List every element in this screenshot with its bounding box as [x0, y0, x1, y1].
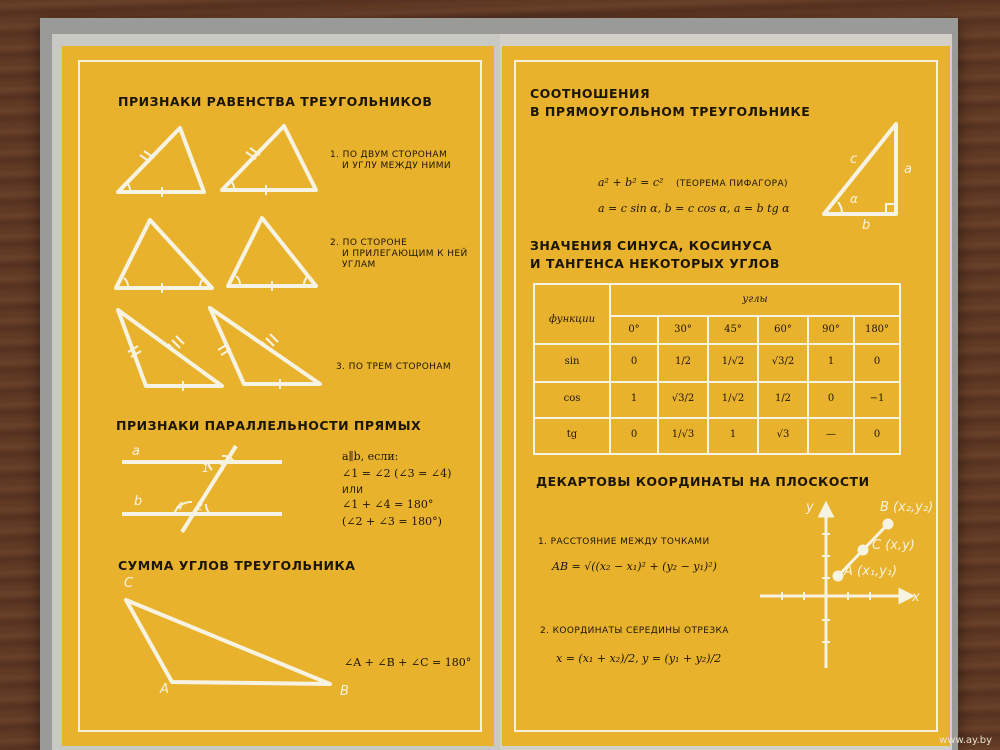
angle-1-label: 1 [202, 462, 209, 475]
table-cell-cos-5: −1 [869, 393, 885, 404]
right-tri-alpha: α [850, 192, 858, 206]
parallel-cond-3: ИЛИ [342, 486, 364, 496]
parallel-cond-2: ∠1 = ∠2 (∠3 = ∠4) [342, 467, 452, 480]
table-cell-tg-1: 1/√3 [671, 429, 695, 440]
pythagoras-note: (ТЕОРЕМА ПИФАГОРА) [676, 179, 788, 189]
asa-triangle-2 [228, 218, 316, 286]
angle-3-label: 3 [218, 462, 225, 475]
table-angle-1: 30° [674, 324, 692, 335]
parallel-cond-4: ∠1 + ∠4 = 180° [342, 498, 434, 511]
title-ratios-1: СООТНОШЕНИЯ [530, 86, 651, 101]
parallel-cond-5: (∠2 + ∠3 = 180°) [342, 515, 442, 528]
angle-sum-formula: ∠A + ∠B + ∠C = 180° [344, 656, 472, 669]
transversal [182, 446, 236, 532]
title-triangle-equality: ПРИЗНАКИ РАВЕНСТВА ТРЕУГОЛЬНИКОВ [118, 94, 433, 109]
midpoint-formula: x = (x₁ + x₂)/2, y = (y₁ + y₂)/2 [556, 652, 722, 665]
table-angle-2: 45° [724, 324, 742, 335]
axis-y-label: y [806, 500, 814, 515]
table-cell-tg-2: 1 [729, 429, 737, 440]
table-cell-sin-3: √3/2 [771, 356, 795, 367]
asa-triangle-1 [116, 220, 212, 288]
line-a-label: a [132, 444, 140, 459]
table-cell-tg-0: 0 [630, 429, 638, 440]
table-header-angles: углы [742, 294, 768, 305]
distance-formula: AB = √((x₂ − x₁)² + (y₂ − y₁)²) [552, 560, 717, 573]
rule-2-line-3: УГЛАМ [342, 260, 376, 270]
point-c-label: C (x,y) [872, 538, 915, 553]
right-triangle [824, 124, 896, 214]
table-header-functions: функции [548, 314, 596, 325]
title-table-1: ЗНАЧЕНИЯ СИНУСА, КОСИНУСА [530, 238, 773, 253]
title-table-2: И ТАНГЕНСА НЕКОТОРЫХ УГЛОВ [530, 256, 780, 271]
table-cell-sin-5: 0 [873, 356, 881, 367]
table-cell-cos-3: 1/2 [774, 393, 792, 404]
table-cell-cos-2: 1/√2 [721, 393, 745, 404]
table-func-tg: tg [566, 429, 578, 440]
table-angle-3: 60° [774, 324, 792, 335]
angle-4-label: 4 [176, 500, 183, 513]
distance-title: 1. РАССТОЯНИЕ МЕЖДУ ТОЧКАМИ [538, 537, 710, 547]
table-cell-cos-4: 0 [827, 393, 835, 404]
table-angle-0: 0° [628, 324, 640, 335]
right-tri-a: a [904, 162, 912, 177]
angle-2-label: 2 [196, 500, 203, 513]
line-b-label: b [134, 494, 143, 509]
table-func-cos: cos [563, 393, 581, 404]
table-cell-tg-5: 0 [873, 429, 881, 440]
point-a-label: A (x₁,y₁) [844, 564, 898, 579]
axis-x-label: x [912, 590, 920, 605]
table-angle-4: 90° [822, 324, 840, 335]
vertex-b-label: B [340, 684, 349, 699]
sas-triangle-2 [222, 126, 316, 190]
title-ratios-2: В ПРЯМОУГОЛЬНОМ ТРЕУГОЛЬНИКЕ [530, 104, 811, 119]
sas-triangle-1 [118, 128, 204, 192]
table-cell-sin-4: 1 [827, 356, 835, 367]
trig-ratios: a = c sin α, b = c cos α, a = b tg α [598, 202, 790, 215]
vertex-c-label: C [124, 576, 134, 591]
table-cell-tg-4: — [826, 429, 836, 440]
parallel-cond-1: a∥b, если: [342, 450, 399, 463]
watermark: www.ay.by [939, 735, 992, 746]
midpoint-title: 2. КООРДИНАТЫ СЕРЕДИНЫ ОТРЕЗКА [540, 626, 729, 636]
title-angle-sum: СУММА УГЛОВ ТРЕУГОЛЬНИКА [118, 558, 356, 573]
rule-1-line-2: И УГЛУ МЕЖДУ НИМИ [342, 161, 451, 171]
table-cell-sin-1: 1/2 [674, 356, 692, 367]
angle-sum-triangle [126, 600, 330, 684]
rule-1-line-1: 1. ПО ДВУМ СТОРОНАМ [330, 150, 448, 160]
vertex-a-label: A [160, 682, 169, 697]
pythagoras-formula: a² + b² = c² [598, 176, 664, 189]
title-parallel-lines: ПРИЗНАКИ ПАРАЛЛЕЛЬНОСТИ ПРЯМЫХ [116, 418, 422, 433]
title-coordinates: ДЕКАРТОВЫ КООРДИНАТЫ НА ПЛОСКОСТИ [536, 474, 870, 489]
table-angle-5: 180° [864, 324, 890, 335]
right-tri-c: c [850, 152, 858, 167]
table-cell-sin-0: 0 [630, 356, 638, 367]
rule-2-line-1: 2. ПО СТОРОНЕ [330, 238, 408, 248]
rule-2-line-2: И ПРИЛЕГАЮЩИМ К НЕЙ [342, 249, 468, 259]
table-func-sin: sin [564, 356, 580, 367]
table-cell-cos-1: √3/2 [671, 393, 695, 404]
point-b-label: B (x₂,y₂) [880, 500, 934, 515]
table-cell-sin-2: 1/√2 [721, 356, 745, 367]
table-cell-tg-3: √3 [776, 429, 790, 440]
rule-3: 3. ПО ТРЕМ СТОРОНАМ [336, 362, 452, 372]
right-tri-b: b [862, 218, 871, 233]
table-cell-cos-0: 1 [630, 393, 638, 404]
